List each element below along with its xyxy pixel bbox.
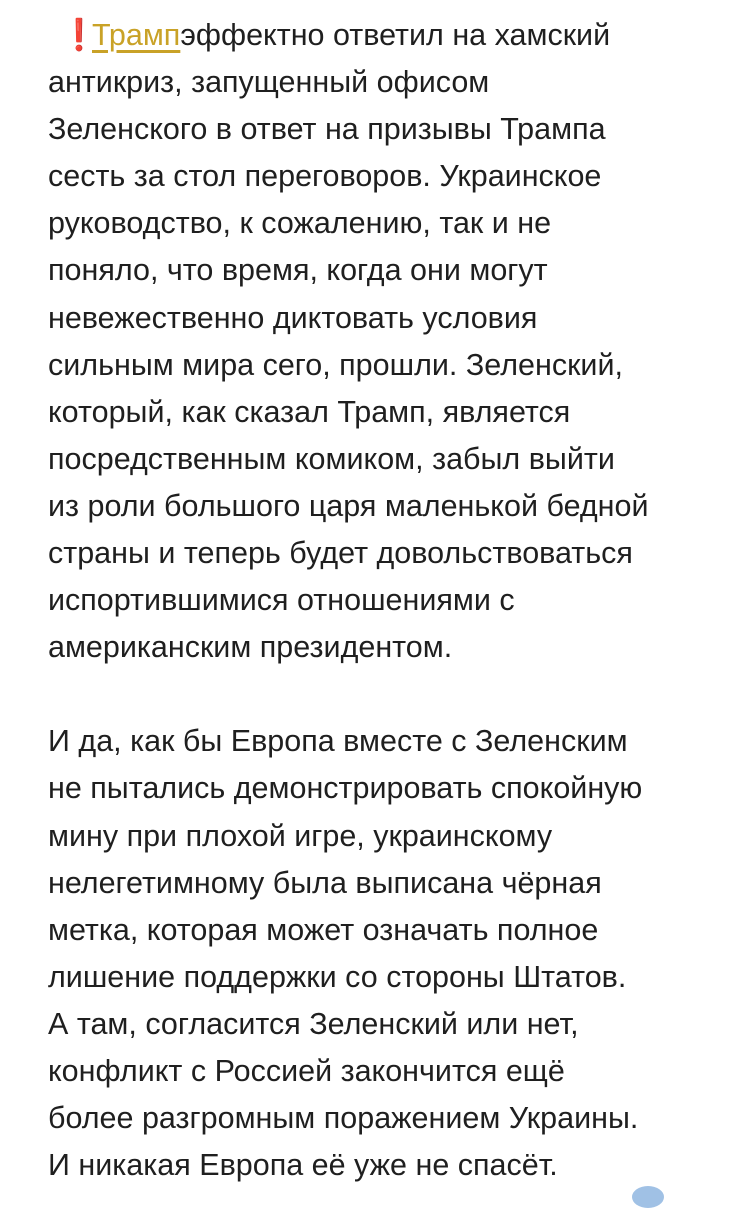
paragraph-1 bbox=[48, 12, 708, 671]
text-line: конфликт с Россией закончится ещё bbox=[48, 1053, 565, 1088]
text-line: испортившимися отношениями с bbox=[48, 583, 515, 618]
text-line: Зеленского в ответ на призывы Трампа bbox=[48, 112, 606, 147]
text-line: посредственным комиком, забыл выйти bbox=[48, 441, 615, 476]
text-line: лишение поддержки со стороны Штатов. bbox=[48, 959, 627, 994]
text-line: метка, которая может означать полное bbox=[48, 912, 599, 947]
text-line: антикриз, запущенный офисом bbox=[48, 65, 490, 100]
text-line: сильным мира сего, прошли. Зеленский, bbox=[48, 347, 623, 382]
text-line-content: эффектно ответил на хамский bbox=[180, 18, 611, 52]
text-line: поняло, что время, когда они могут bbox=[48, 253, 548, 288]
text-line: сесть за стол переговоров. Украинское bbox=[48, 159, 602, 194]
text-line: мину при плохой игре, украинскому bbox=[48, 818, 553, 853]
text-line: И да, как бы Европа вместе с Зеленским bbox=[48, 724, 628, 759]
text-line bbox=[48, 12, 708, 59]
text-line: из роли большого царя маленькой бедной bbox=[48, 488, 649, 523]
text-line: не пытались демонстрировать спокойную bbox=[48, 771, 643, 806]
partial-avatar-icon bbox=[632, 1186, 664, 1208]
text-line: А там, согласится Зеленский или нет, bbox=[48, 1006, 579, 1041]
text-line: более разгромным поражением Украины. bbox=[48, 1101, 639, 1136]
paragraph-2 bbox=[48, 718, 708, 1189]
text-line: который, как сказал Трамп, является bbox=[48, 394, 571, 429]
exclamation-icon: ❗ bbox=[60, 18, 98, 52]
text-line: И никакая Европа её уже не спасёт. bbox=[48, 1148, 558, 1183]
text-line: руководство, к сожалению, так и не bbox=[48, 206, 552, 241]
post-body bbox=[48, 12, 708, 1189]
mention-link-trump[interactable]: Трамп bbox=[92, 18, 181, 52]
text-line: страны и теперь будет довольствоваться bbox=[48, 536, 633, 571]
text-line: американским президентом. bbox=[48, 630, 453, 665]
text-line: нелегетимному была выписана чёрная bbox=[48, 865, 602, 900]
text-line: невежественно диктовать условия bbox=[48, 300, 538, 335]
paragraph-spacer bbox=[48, 671, 708, 718]
